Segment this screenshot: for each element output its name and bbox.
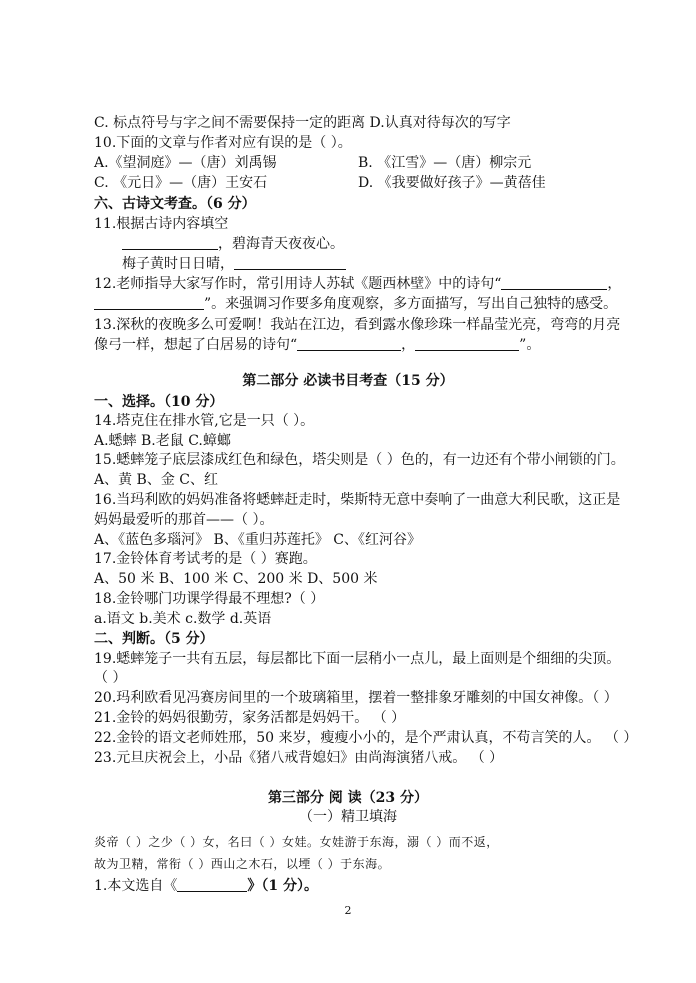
q13-close: ”。 [519, 337, 541, 353]
question-11: 11.根据古诗内容填空 [94, 216, 229, 232]
question-15: 15.蟋蟀笼子底层漆成红色和绿色，塔尖则是（ ）色的，有一边还有个带小闸锁的门。 [94, 452, 625, 468]
q11-line-1 [122, 234, 620, 254]
fill-blank[interactable] [501, 275, 607, 290]
section-1-heading: 一、选择。（10 分） [94, 394, 224, 410]
q11-text-2: 梅子黄时日日晴， [122, 256, 234, 272]
fill-blank[interactable] [234, 255, 346, 270]
section-2-heading: 二、判断。（5 分） [94, 631, 214, 647]
part-3-heading: 第三部分 阅 读（23 分） [267, 790, 429, 806]
passage-title: （一）精卫填海 [299, 809, 397, 825]
fill-blank[interactable] [177, 877, 247, 892]
question-12-cont [94, 294, 620, 314]
question-21: 21.金铃的妈妈很勤劳，家务活都是妈妈干。 （ ） [94, 710, 406, 726]
q9-option-line: C. 标点符号与字之间不需要保持一定的距离 D.认真对待每次的写字 [94, 115, 511, 131]
question-18: 18.金铃哪门功课学得最不理想?（ ） [94, 591, 325, 607]
question-19: 19.蟋蟀笼子一共有五层，每层都比下面一层稍小一点儿，最上面则是个细细的尖顶。 [94, 651, 621, 667]
q10-option-b: B. 《江雪》—（唐）柳宗元 [358, 155, 532, 171]
q17-options: A、50 米 B、100 米 C、200 米 D、500 米 [94, 571, 378, 587]
part-2-heading: 第二部分 必读书目考查（15 分） [242, 373, 454, 389]
question-22: 22.金铃的语文老师姓邢，50 来岁，瘦瘦小小的，是个严肃认真，不苟言笑的人。 （ ） [94, 730, 638, 746]
fill-blank[interactable] [94, 295, 204, 310]
fill-blank[interactable] [415, 336, 519, 351]
q14-options: A.蟋蟀 B.老鼠 C.蟑螂 [94, 433, 231, 449]
question-13-cont [94, 335, 620, 355]
page-number: 2 [344, 904, 352, 917]
question-13: 13.深秋的夜晚多么可爱啊！我站在江边，看到露水像珍珠一样晶莹光亮，弯弯的月亮 [94, 317, 621, 333]
q10-option-d: D. 《我要做好孩子》—黄蓓佳 [358, 175, 546, 191]
q12-comma: ， [607, 276, 622, 292]
fill-blank[interactable] [297, 336, 401, 351]
fill-blank[interactable] [122, 235, 218, 250]
q13-comma: ， [401, 337, 416, 353]
q12-text-2: ”。来强调习作要多角度观察，多方面描写，写出自己独特的感受。 [204, 296, 618, 312]
passage-line-2: 故为卫精，常衔（ ）西山之木石，以堙（ ）于东海。 [94, 857, 391, 871]
q11-line-2 [122, 254, 620, 274]
question-14: 14.塔克住在排水管,它是一只（ ）。 [94, 413, 315, 429]
q19-answer-slot: （ ） [94, 670, 127, 686]
question-20: 20.玛利欧看见冯赛房间里的一个玻璃箱里，摆着一整排象牙雕刻的中国女神像。（ ） [94, 690, 618, 706]
q11-text-1: ，碧海青天夜夜心。 [218, 236, 344, 252]
q16-options: A、《蓝色多瑙河》 B、《重归苏莲托》 C、《红河谷》 [94, 532, 422, 548]
q18-options: a.语文 b.美术 c.数学 d.英语 [94, 611, 272, 627]
reading-question-1 [94, 876, 620, 896]
question-16-cont: 妈妈最爱听的那首——（ ）。 [94, 512, 274, 528]
question-17: 17.金铃体育考试考的是（ ）赛跑。 [94, 551, 317, 567]
section-6-heading: 六、古诗文考查。（6 分） [94, 196, 256, 212]
q12-text: 12.老师指导大家写作时，常引用诗人苏轼《题西林壁》中的诗句“ [94, 276, 502, 292]
rq1-score: 》（1 分）。 [247, 878, 318, 894]
q15-options: A、黄 B、金 C、红 [94, 472, 219, 488]
q10-option-a: A.《望洞庭》—（唐）刘禹锡 [94, 155, 277, 171]
rq1-text: 1.本文选自《 [94, 878, 178, 894]
question-23: 23.元旦庆祝会上，小品《猪八戒背媳妇》由尚海演猪八戒。 （ ） [94, 750, 504, 766]
q10-option-c: C. 《元日》—（唐）王安石 [94, 175, 268, 191]
question-16: 16.当玛利欧的妈妈准备将蟋蟀赶走时，柴斯特无意中奏响了一曲意大利民歌，这正是 [94, 492, 621, 508]
q13-text: 像弓一样，想起了白居易的诗句“ [94, 337, 298, 353]
question-12 [94, 274, 620, 294]
passage-line-1: 炎帝（ ）之少（ ）女，名曰（ ）女娃。女娃游于东海，溺（ ）而不返， [94, 835, 499, 849]
question-10: 10.下面的文章与作者对应有误的是（ ）。 [94, 135, 352, 151]
